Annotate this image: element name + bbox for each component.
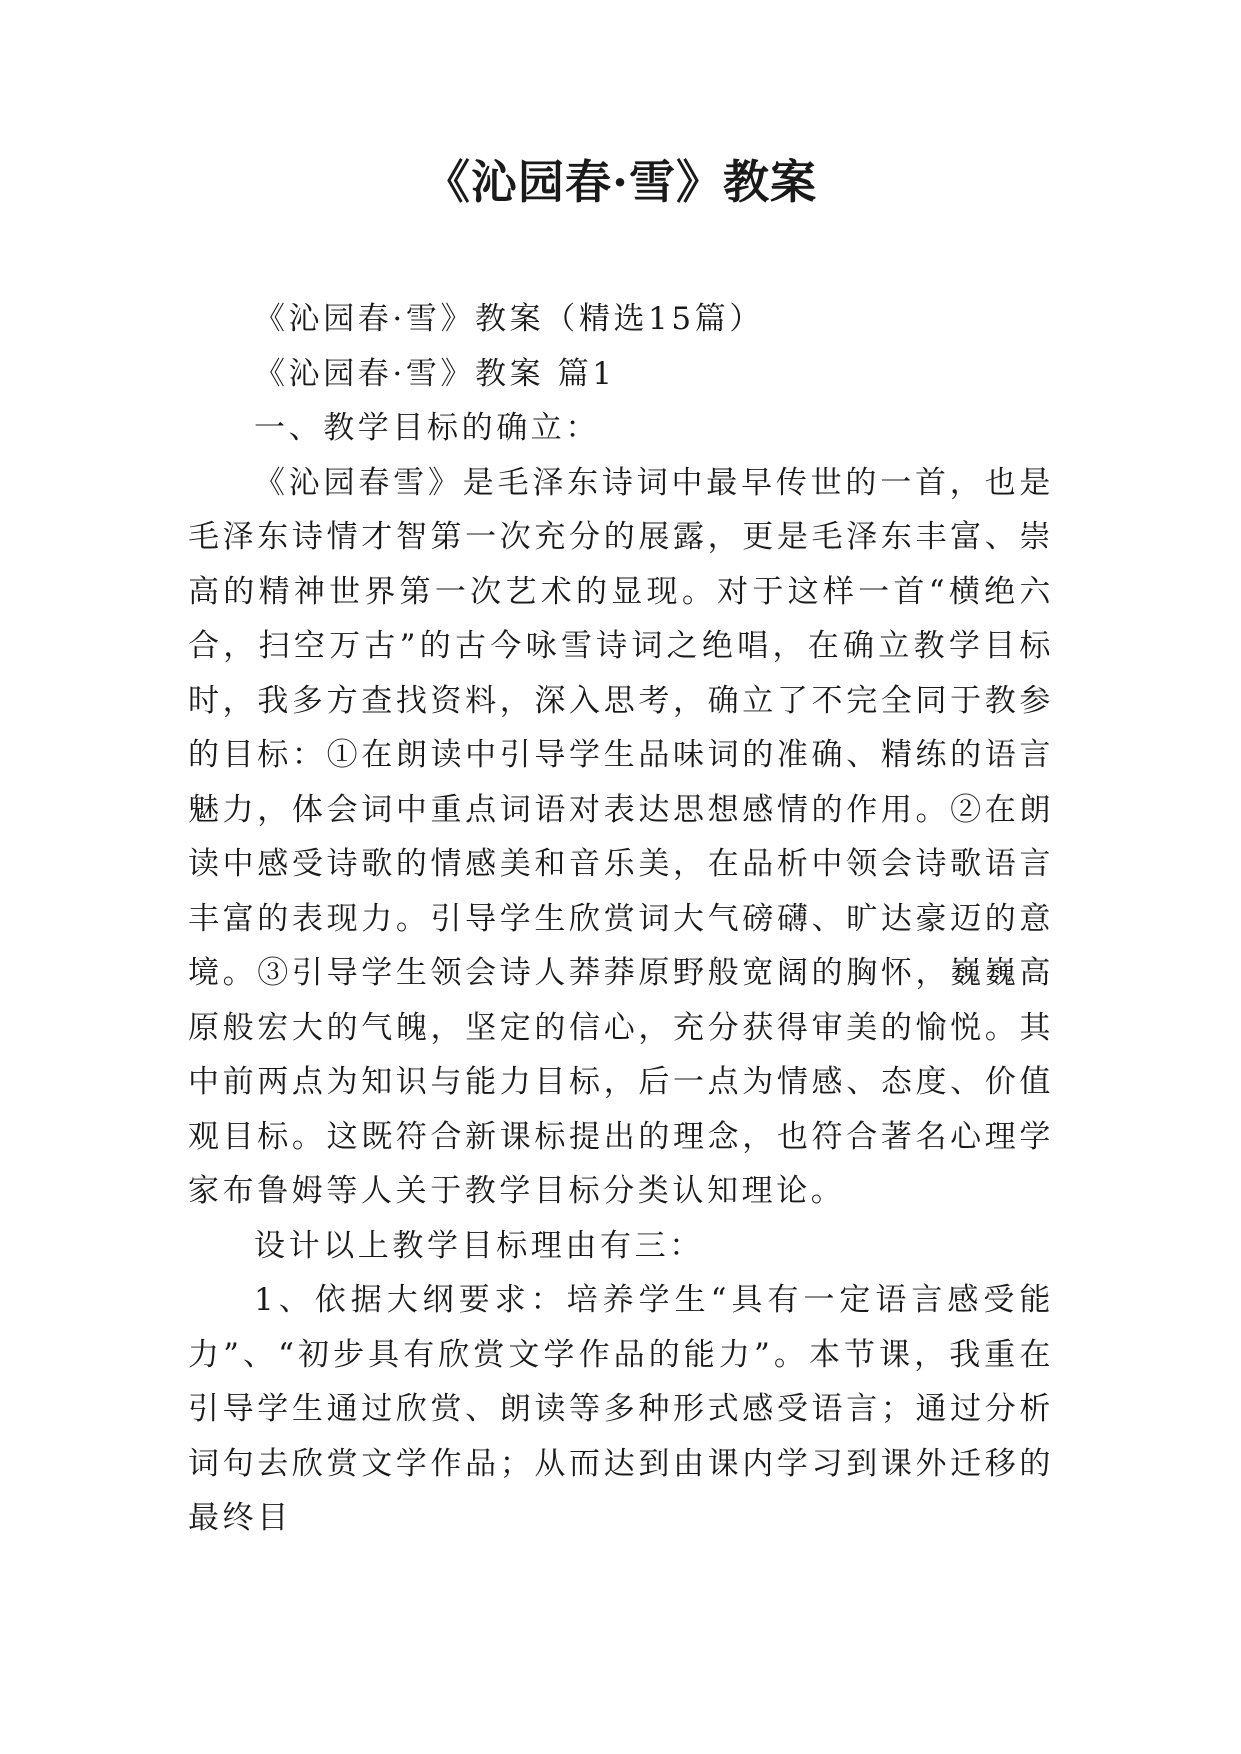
section-heading-paragraph: 《沁园春·雪》教案 篇1 [254, 355, 616, 392]
document-title: 《沁园春·雪》教案 [423, 155, 817, 209]
document-body [188, 292, 1054, 1546]
body-paragraph: 《沁园春雪》是毛泽东诗词中最早传世的一首，也是毛泽东诗情才智第一次充分的展露，更是毛泽东丰富、崇高的精神世界第一次艺术的显现。对于这样一首“横绝六合，扫空万古”的古今咏雪诗词之绝唱，在确立教学目标时，我多方查找资料，深入思考，确立了不完全同于教参的目标：①在朗读中引导学生品味词的准确、精练的语言魅力，体会词中重点词语对表达思想感情的作用。②在朗读中感受诗歌的情感美和音乐美，在品析中领会诗歌语言丰富的表现力。引导学生欣赏词大气磅礴、旷达豪迈的意境。③引导学生领会诗人莽莽原野般宽阔的胸怀，巍巍高原般宏大的气魄，坚定的信心，充分获得审美的愉悦。其中前两点为知识与能力目标，后一点为情感、态度、价值观目标。这既符合新课标提出的理念，也符合著名心理学家布鲁姆等人关于教学目标分类认知理论。 [188, 464, 1054, 1209]
body-paragraph: 1、依据大纲要求：培养学生“具有一定语言感受能力”、“初步具有欣赏文学作品的能力”。本节课，我重在引导学生通过欣赏、朗读等多种形式感受语言；通过分析词句去欣赏文学作品；从而达到由课内学习到课外迁移的最终目 [188, 1282, 1054, 1536]
body-paragraph: 设计以上教学目标理由有三： [254, 1227, 704, 1264]
subtitle-paragraph: 《沁园春·雪》教案（精选15篇） [254, 301, 764, 337]
part-heading-paragraph: 一、教学目标的确立： [254, 410, 600, 446]
